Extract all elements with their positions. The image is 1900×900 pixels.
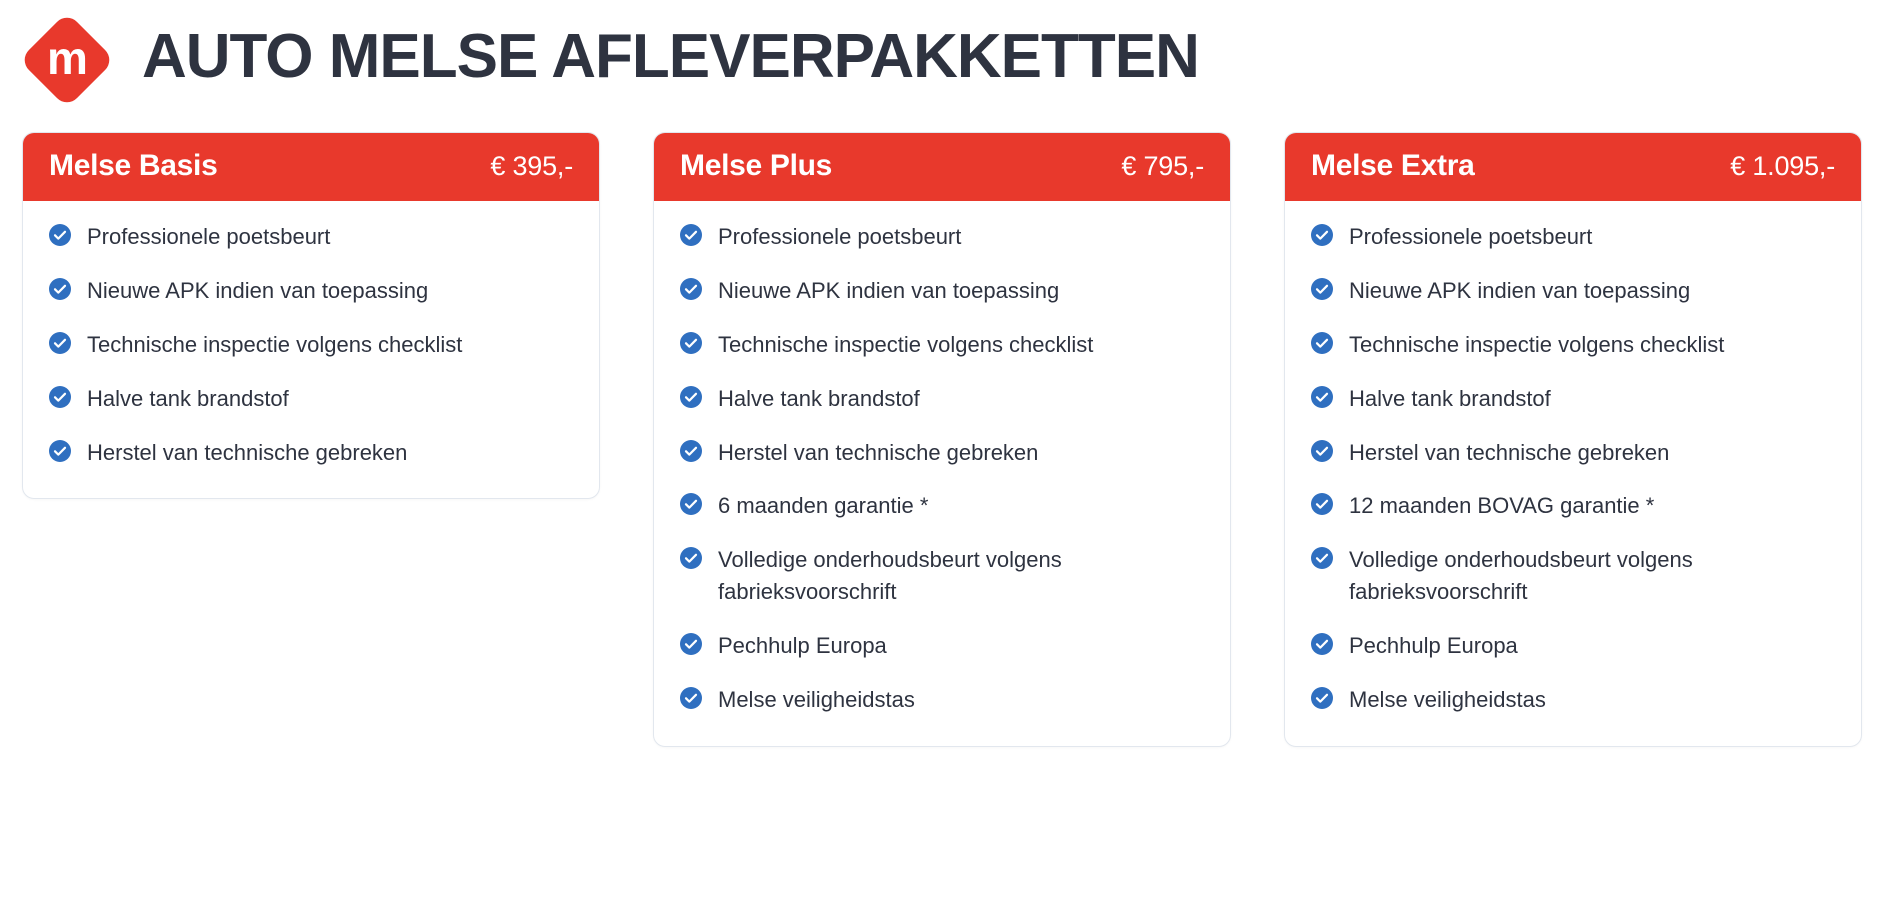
package-name: Melse Plus	[680, 149, 833, 182]
check-circle-icon	[1311, 332, 1333, 354]
list-item	[1311, 275, 1835, 307]
package-name: Melse Basis	[49, 149, 218, 182]
list-item	[1311, 630, 1835, 662]
feature-label: Herstel van technische gebreken	[1349, 439, 1670, 465]
page-title: AUTO MELSE AFLEVERPAKKETTEN	[142, 22, 1199, 91]
feature-label: Nieuwe APK indien van toepassing	[1349, 277, 1691, 303]
package-card-plus	[653, 132, 1231, 747]
list-item	[680, 684, 1204, 716]
feature-label: Technische inspectie volgens checklist	[718, 331, 1094, 357]
feature-label: Melse veiligheidstas	[718, 687, 915, 713]
check-circle-icon	[680, 440, 702, 462]
check-circle-icon	[680, 278, 702, 300]
list-item	[680, 329, 1204, 361]
list-item	[49, 275, 573, 307]
feature-label: Pechhulp Europa	[718, 633, 887, 659]
package-card-header	[654, 133, 1230, 201]
check-circle-icon	[680, 633, 702, 655]
list-item	[1311, 221, 1835, 253]
list-item	[680, 383, 1204, 415]
package-card-header	[1285, 133, 1861, 201]
package-price: € 795,-	[1121, 150, 1204, 181]
feature-label: 6 maanden garantie *	[718, 493, 929, 519]
package-feature-list	[1285, 201, 1861, 746]
logo-letter: m	[47, 32, 87, 84]
feature-label: Technische inspectie volgens checklist	[87, 331, 463, 357]
check-circle-icon	[1311, 493, 1333, 515]
page-header	[0, 0, 1900, 110]
check-circle-icon	[1311, 633, 1333, 655]
list-item	[680, 544, 1204, 608]
package-card-list	[0, 110, 1900, 747]
feature-label: Professionele poetsbeurt	[87, 224, 331, 249]
list-item	[49, 329, 573, 361]
feature-label: Herstel van technische gebreken	[87, 439, 408, 465]
check-circle-icon	[1311, 440, 1333, 462]
check-circle-icon	[1311, 687, 1333, 709]
check-circle-icon	[49, 224, 71, 246]
check-circle-icon	[680, 332, 702, 354]
list-item	[1311, 437, 1835, 469]
feature-label: Volledige onderhoudsbeurt volgens fabrieksvoorschrift	[718, 547, 1062, 605]
check-circle-icon	[49, 440, 71, 462]
feature-label: Professionele poetsbeurt	[718, 224, 962, 249]
list-item	[680, 275, 1204, 307]
list-item	[680, 630, 1204, 662]
package-feature-list	[23, 201, 599, 498]
check-circle-icon	[49, 386, 71, 408]
feature-label: Halve tank brandstof	[1349, 385, 1551, 411]
check-circle-icon	[1311, 224, 1333, 246]
feature-label: Volledige onderhoudsbeurt volgens fabrieksvoorschrift	[1349, 547, 1693, 605]
check-circle-icon	[49, 332, 71, 354]
check-circle-icon	[680, 386, 702, 408]
package-feature-list	[654, 201, 1230, 746]
package-name: Melse Extra	[1311, 149, 1475, 182]
check-circle-icon	[680, 493, 702, 515]
check-circle-icon	[680, 547, 702, 569]
package-price: € 395,-	[490, 150, 573, 181]
feature-label: Technische inspectie volgens checklist	[1349, 331, 1725, 357]
list-item	[49, 437, 573, 469]
list-item	[49, 383, 573, 415]
package-card-header	[23, 133, 599, 201]
check-circle-icon	[1311, 386, 1333, 408]
check-circle-icon	[49, 278, 71, 300]
package-price: € 1.095,-	[1730, 150, 1835, 181]
melse-diamond-logo-icon	[18, 11, 116, 109]
feature-label: Professionele poetsbeurt	[1349, 224, 1593, 249]
check-circle-icon	[1311, 547, 1333, 569]
list-item	[1311, 684, 1835, 716]
feature-label: Nieuwe APK indien van toepassing	[718, 277, 1060, 303]
feature-label: Herstel van technische gebreken	[718, 439, 1039, 465]
check-circle-icon	[680, 224, 702, 246]
feature-label: Nieuwe APK indien van toepassing	[87, 277, 429, 303]
list-item	[1311, 329, 1835, 361]
list-item	[1311, 490, 1835, 522]
feature-label: Melse veiligheidstas	[1349, 687, 1546, 713]
feature-label: Pechhulp Europa	[1349, 633, 1518, 659]
list-item	[1311, 544, 1835, 608]
list-item	[49, 221, 573, 253]
list-item	[1311, 383, 1835, 415]
feature-label: Halve tank brandstof	[718, 385, 920, 411]
feature-label: Halve tank brandstof	[87, 385, 289, 411]
package-card-basis	[22, 132, 600, 499]
feature-label: 12 maanden BOVAG garantie *	[1349, 493, 1655, 519]
list-item	[680, 490, 1204, 522]
check-circle-icon	[1311, 278, 1333, 300]
list-item	[680, 221, 1204, 253]
list-item	[680, 437, 1204, 469]
package-card-extra	[1284, 132, 1862, 747]
check-circle-icon	[680, 687, 702, 709]
